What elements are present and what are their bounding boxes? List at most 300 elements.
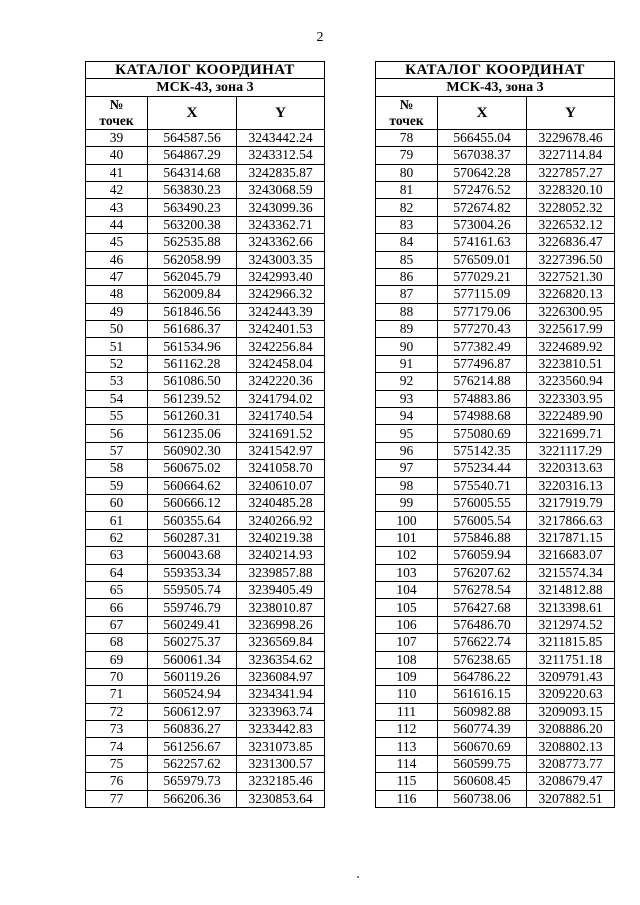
x-coordinate-cell: 560664.62 (148, 477, 237, 494)
point-number-cell: 93 (376, 390, 438, 407)
point-number-cell: 47 (86, 268, 148, 285)
table-row (376, 477, 615, 494)
x-coordinate-cell: 560287.31 (148, 529, 237, 546)
coordinate-system-label: МСК-43, зона 3 (376, 79, 615, 96)
x-coordinate-cell: 560666.12 (148, 494, 237, 511)
table-row (376, 686, 615, 703)
point-number-cell: 81 (376, 181, 438, 198)
y-coordinate-cell: 3220316.13 (527, 477, 615, 494)
table-row (86, 408, 325, 425)
table-row (86, 721, 325, 738)
y-coordinate-cell: 3209093.15 (527, 703, 615, 720)
table-row (86, 547, 325, 564)
point-number-cell: 95 (376, 425, 438, 442)
x-coordinate-cell: 560902.30 (148, 442, 237, 459)
y-coordinate-cell: 3226820.13 (527, 286, 615, 303)
y-coordinate-cell: 3226532.12 (527, 216, 615, 233)
y-coordinate-cell: 3242835.87 (237, 164, 325, 181)
point-number-cell: 96 (376, 442, 438, 459)
y-coordinate-cell: 3234341.94 (237, 686, 325, 703)
table-row (376, 512, 615, 529)
point-number-cell: 44 (86, 216, 148, 233)
point-number-cell: 84 (376, 234, 438, 251)
table-row (86, 564, 325, 581)
column-header-point-number: № точек (376, 96, 438, 129)
y-coordinate-cell: 3231300.57 (237, 755, 325, 772)
x-coordinate-cell: 560608.45 (438, 773, 527, 790)
point-number-cell: 52 (86, 355, 148, 372)
y-coordinate-cell: 3242966.32 (237, 286, 325, 303)
table-row (86, 686, 325, 703)
table-row (376, 581, 615, 598)
table-row (86, 321, 325, 338)
point-number-cell: 72 (86, 703, 148, 720)
point-number-cell: 79 (376, 147, 438, 164)
y-coordinate-cell: 3213398.61 (527, 599, 615, 616)
x-coordinate-cell: 566455.04 (438, 129, 527, 146)
x-coordinate-cell: 561846.56 (148, 303, 237, 320)
x-coordinate-cell: 560982.88 (438, 703, 527, 720)
point-number-cell: 42 (86, 181, 148, 198)
y-coordinate-cell: 3228052.32 (527, 199, 615, 216)
table-row (376, 755, 615, 772)
x-coordinate-cell: 575234.44 (438, 460, 527, 477)
x-coordinate-cell: 575846.88 (438, 529, 527, 546)
y-coordinate-cell: 3208773.77 (527, 755, 615, 772)
table-row (86, 460, 325, 477)
x-coordinate-cell: 563200.38 (148, 216, 237, 233)
point-number-cell: 87 (376, 286, 438, 303)
table-row (376, 216, 615, 233)
x-coordinate-cell: 560524.94 (148, 686, 237, 703)
y-coordinate-cell: 3232185.46 (237, 773, 325, 790)
table-row (376, 147, 615, 164)
point-number-cell: 70 (86, 668, 148, 685)
table-row (86, 251, 325, 268)
y-coordinate-cell: 3241740.54 (237, 408, 325, 425)
page-number: 2 (316, 30, 324, 45)
table-row (376, 425, 615, 442)
point-number-cell: 88 (376, 303, 438, 320)
table-row (376, 547, 615, 564)
table-row (86, 755, 325, 772)
table-row (86, 512, 325, 529)
point-number-cell: 55 (86, 408, 148, 425)
x-coordinate-cell: 577179.06 (438, 303, 527, 320)
x-coordinate-cell: 577382.49 (438, 338, 527, 355)
point-number-cell: 46 (86, 251, 148, 268)
x-coordinate-cell: 560061.34 (148, 651, 237, 668)
x-coordinate-cell: 572476.52 (438, 181, 527, 198)
y-coordinate-cell: 3242458.04 (237, 355, 325, 372)
x-coordinate-cell: 575142.35 (438, 442, 527, 459)
x-coordinate-cell: 560275.37 (148, 634, 237, 651)
y-coordinate-cell: 3240214.93 (237, 547, 325, 564)
table-title: КАТАЛОГ КООРДИНАТ (376, 62, 615, 79)
y-coordinate-cell: 3242993.40 (237, 268, 325, 285)
x-coordinate-cell: 561686.37 (148, 321, 237, 338)
table-row (376, 390, 615, 407)
y-coordinate-cell: 3225617.99 (527, 321, 615, 338)
x-coordinate-cell: 562058.99 (148, 251, 237, 268)
x-coordinate-cell: 577270.43 (438, 321, 527, 338)
point-number-cell: 104 (376, 581, 438, 598)
table-row (86, 790, 325, 807)
point-number-cell: 107 (376, 634, 438, 651)
x-coordinate-cell: 562257.62 (148, 755, 237, 772)
y-coordinate-cell: 3242220.36 (237, 373, 325, 390)
point-number-cell: 109 (376, 668, 438, 685)
table-row (86, 529, 325, 546)
y-coordinate-cell: 3240485.28 (237, 494, 325, 511)
table-row (86, 581, 325, 598)
y-coordinate-cell: 3241058.70 (237, 460, 325, 477)
point-number-cell: 45 (86, 234, 148, 251)
x-coordinate-cell: 560612.97 (148, 703, 237, 720)
table-row (86, 668, 325, 685)
x-coordinate-cell: 577029.21 (438, 268, 527, 285)
y-coordinate-cell: 3207882.51 (527, 790, 615, 807)
coordinate-system-label: МСК-43, зона 3 (86, 79, 325, 96)
y-coordinate-cell: 3241691.52 (237, 425, 325, 442)
column-header-y: Y (237, 96, 325, 129)
point-number-cell: 63 (86, 547, 148, 564)
point-number-cell: 101 (376, 529, 438, 546)
y-coordinate-cell: 3233442.83 (237, 721, 325, 738)
table-row (86, 390, 325, 407)
table-title: КАТАЛОГ КООРДИНАТ (86, 62, 325, 79)
point-number-cell: 92 (376, 373, 438, 390)
coordinate-catalog-table-right (375, 61, 615, 808)
y-coordinate-cell: 3221117.29 (527, 442, 615, 459)
table-row (376, 599, 615, 616)
x-coordinate-cell: 576622.74 (438, 634, 527, 651)
y-coordinate-cell: 3217919.79 (527, 494, 615, 511)
y-coordinate-cell: 3241542.97 (237, 442, 325, 459)
y-coordinate-cell: 3217871.15 (527, 529, 615, 546)
table-row (86, 199, 325, 216)
x-coordinate-cell: 574883.86 (438, 390, 527, 407)
point-number-cell: 50 (86, 321, 148, 338)
point-number-cell: 62 (86, 529, 148, 546)
table-row (86, 373, 325, 390)
y-coordinate-cell: 3208679.47 (527, 773, 615, 790)
x-coordinate-cell: 564867.29 (148, 147, 237, 164)
column-header-y: Y (527, 96, 615, 129)
y-coordinate-cell: 3227114.84 (527, 147, 615, 164)
point-number-cell: 85 (376, 251, 438, 268)
point-number-cell: 58 (86, 460, 148, 477)
table-row (86, 442, 325, 459)
table-row (376, 703, 615, 720)
y-coordinate-cell: 3208802.13 (527, 738, 615, 755)
x-coordinate-cell: 560249.41 (148, 616, 237, 633)
x-coordinate-cell: 562535.88 (148, 234, 237, 251)
point-number-cell: 40 (86, 147, 148, 164)
x-coordinate-cell: 561534.96 (148, 338, 237, 355)
point-number-cell: 51 (86, 338, 148, 355)
x-coordinate-cell: 564587.56 (148, 129, 237, 146)
y-coordinate-cell: 3212974.52 (527, 616, 615, 633)
y-coordinate-cell: 3215574.34 (527, 564, 615, 581)
x-coordinate-cell: 563490.23 (148, 199, 237, 216)
table-row (86, 703, 325, 720)
table-row (86, 477, 325, 494)
y-coordinate-cell: 3227857.27 (527, 164, 615, 181)
table-row (376, 668, 615, 685)
point-number-cell: 116 (376, 790, 438, 807)
point-number-cell: 53 (86, 373, 148, 390)
point-number-cell: 97 (376, 460, 438, 477)
table-row (86, 651, 325, 668)
y-coordinate-cell: 3236998.26 (237, 616, 325, 633)
point-number-cell: 80 (376, 164, 438, 181)
table-row (86, 355, 325, 372)
point-number-cell: 113 (376, 738, 438, 755)
column-header-x: X (148, 96, 237, 129)
point-number-cell: 89 (376, 321, 438, 338)
x-coordinate-cell: 576207.62 (438, 564, 527, 581)
table-row (86, 286, 325, 303)
table-row (86, 338, 325, 355)
table-row (86, 616, 325, 633)
x-coordinate-cell: 576238.65 (438, 651, 527, 668)
table-row (376, 321, 615, 338)
y-coordinate-cell: 3236569.84 (237, 634, 325, 651)
table-row (376, 181, 615, 198)
x-coordinate-cell: 573004.26 (438, 216, 527, 233)
x-coordinate-cell: 576005.54 (438, 512, 527, 529)
table-row (86, 425, 325, 442)
y-coordinate-cell: 3236084.97 (237, 668, 325, 685)
point-number-cell: 108 (376, 651, 438, 668)
point-number-cell: 114 (376, 755, 438, 772)
y-coordinate-cell: 3240266.92 (237, 512, 325, 529)
table-row (376, 460, 615, 477)
column-header-x: X (438, 96, 527, 129)
y-coordinate-cell: 3239857.88 (237, 564, 325, 581)
point-number-cell: 71 (86, 686, 148, 703)
table-row (86, 268, 325, 285)
coordinate-catalog-table-left (85, 61, 325, 808)
table-row (376, 129, 615, 146)
y-coordinate-cell: 3239405.49 (237, 581, 325, 598)
y-coordinate-cell: 3223560.94 (527, 373, 615, 390)
table-row (86, 773, 325, 790)
x-coordinate-cell: 561162.28 (148, 355, 237, 372)
point-number-cell: 111 (376, 703, 438, 720)
y-coordinate-cell: 3227521.30 (527, 268, 615, 285)
table-row (376, 199, 615, 216)
point-number-cell: 65 (86, 581, 148, 598)
table-row (86, 303, 325, 320)
x-coordinate-cell: 561086.50 (148, 373, 237, 390)
x-coordinate-cell: 560774.39 (438, 721, 527, 738)
table-row (376, 355, 615, 372)
x-coordinate-cell: 576278.54 (438, 581, 527, 598)
y-coordinate-cell: 3243362.66 (237, 234, 325, 251)
y-coordinate-cell: 3243442.24 (237, 129, 325, 146)
point-number-cell: 39 (86, 129, 148, 146)
point-number-cell: 61 (86, 512, 148, 529)
table-row (376, 442, 615, 459)
table-row (376, 773, 615, 790)
point-number-cell: 99 (376, 494, 438, 511)
point-number-cell: 49 (86, 303, 148, 320)
y-coordinate-cell: 3231073.85 (237, 738, 325, 755)
y-coordinate-cell: 3243312.54 (237, 147, 325, 164)
x-coordinate-cell: 561235.06 (148, 425, 237, 442)
y-coordinate-cell: 3227396.50 (527, 251, 615, 268)
y-coordinate-cell: 3242443.39 (237, 303, 325, 320)
point-number-cell: 43 (86, 199, 148, 216)
y-coordinate-cell: 3230853.64 (237, 790, 325, 807)
table-row (376, 408, 615, 425)
x-coordinate-cell: 576427.68 (438, 599, 527, 616)
table-row (376, 373, 615, 390)
y-coordinate-cell: 3221699.71 (527, 425, 615, 442)
x-coordinate-cell: 561260.31 (148, 408, 237, 425)
point-number-cell: 90 (376, 338, 438, 355)
table-row (376, 651, 615, 668)
point-number-cell: 57 (86, 442, 148, 459)
x-coordinate-cell: 564314.68 (148, 164, 237, 181)
x-coordinate-cell: 577115.09 (438, 286, 527, 303)
table-row (376, 268, 615, 285)
x-coordinate-cell: 575080.69 (438, 425, 527, 442)
table-row (376, 634, 615, 651)
x-coordinate-cell: 577496.87 (438, 355, 527, 372)
x-coordinate-cell: 574988.68 (438, 408, 527, 425)
y-coordinate-cell: 3209220.63 (527, 686, 615, 703)
x-coordinate-cell: 565979.73 (148, 773, 237, 790)
x-coordinate-cell: 575540.71 (438, 477, 527, 494)
x-coordinate-cell: 560670.69 (438, 738, 527, 755)
x-coordinate-cell: 560738.06 (438, 790, 527, 807)
point-number-cell: 98 (376, 477, 438, 494)
table-row (376, 738, 615, 755)
y-coordinate-cell: 3241794.02 (237, 390, 325, 407)
y-coordinate-cell: 3226300.95 (527, 303, 615, 320)
y-coordinate-cell: 3222489.90 (527, 408, 615, 425)
point-number-cell: 76 (86, 773, 148, 790)
x-coordinate-cell: 560043.68 (148, 547, 237, 564)
y-coordinate-cell: 3242401.53 (237, 321, 325, 338)
x-coordinate-cell: 562009.84 (148, 286, 237, 303)
y-coordinate-cell: 3216683.07 (527, 547, 615, 564)
x-coordinate-cell: 562045.79 (148, 268, 237, 285)
y-coordinate-cell: 3214812.88 (527, 581, 615, 598)
table-row (376, 494, 615, 511)
point-number-cell: 64 (86, 564, 148, 581)
x-coordinate-cell: 572674.82 (438, 199, 527, 216)
table-row (376, 251, 615, 268)
point-number-cell: 54 (86, 390, 148, 407)
column-header-point-number: № точек (86, 96, 148, 129)
point-number-cell: 48 (86, 286, 148, 303)
x-coordinate-cell: 564786.22 (438, 668, 527, 685)
point-number-cell: 110 (376, 686, 438, 703)
x-coordinate-cell: 561239.52 (148, 390, 237, 407)
x-coordinate-cell: 574161.63 (438, 234, 527, 251)
table-row (376, 721, 615, 738)
point-number-cell: 66 (86, 599, 148, 616)
x-coordinate-cell: 560355.64 (148, 512, 237, 529)
y-coordinate-cell: 3242256.84 (237, 338, 325, 355)
table-row (376, 338, 615, 355)
point-number-cell: 103 (376, 564, 438, 581)
x-coordinate-cell: 567038.37 (438, 147, 527, 164)
y-coordinate-cell: 3240610.07 (237, 477, 325, 494)
y-coordinate-cell: 3229678.46 (527, 129, 615, 146)
x-coordinate-cell: 560675.02 (148, 460, 237, 477)
point-number-cell: 59 (86, 477, 148, 494)
x-coordinate-cell: 563830.23 (148, 181, 237, 198)
y-coordinate-cell: 3243099.36 (237, 199, 325, 216)
x-coordinate-cell: 576509.01 (438, 251, 527, 268)
table-row (376, 529, 615, 546)
table-row (86, 216, 325, 233)
table-row (376, 616, 615, 633)
y-coordinate-cell: 3211751.18 (527, 651, 615, 668)
y-coordinate-cell: 3236354.62 (237, 651, 325, 668)
point-number-cell: 102 (376, 547, 438, 564)
point-number-cell: 83 (376, 216, 438, 233)
y-coordinate-cell: 3223303.95 (527, 390, 615, 407)
y-coordinate-cell: 3223810.51 (527, 355, 615, 372)
table-row (376, 234, 615, 251)
x-coordinate-cell: 576214.88 (438, 373, 527, 390)
table-row (376, 790, 615, 807)
y-coordinate-cell: 3243068.59 (237, 181, 325, 198)
table-row (376, 164, 615, 181)
point-number-cell: 91 (376, 355, 438, 372)
table-row (376, 303, 615, 320)
x-coordinate-cell: 576005.55 (438, 494, 527, 511)
x-coordinate-cell: 560599.75 (438, 755, 527, 772)
y-coordinate-cell: 3243003.35 (237, 251, 325, 268)
y-coordinate-cell: 3238010.87 (237, 599, 325, 616)
table-row (86, 234, 325, 251)
point-number-cell: 69 (86, 651, 148, 668)
y-coordinate-cell: 3209791.43 (527, 668, 615, 685)
y-coordinate-cell: 3226836.47 (527, 234, 615, 251)
point-number-cell: 105 (376, 599, 438, 616)
point-number-cell: 60 (86, 494, 148, 511)
table-row (86, 181, 325, 198)
x-coordinate-cell: 576486.70 (438, 616, 527, 633)
table-row (86, 129, 325, 146)
table-row (86, 494, 325, 511)
table-row (86, 634, 325, 651)
point-number-cell: 74 (86, 738, 148, 755)
point-number-cell: 115 (376, 773, 438, 790)
y-coordinate-cell: 3211815.85 (527, 634, 615, 651)
point-number-cell: 94 (376, 408, 438, 425)
point-number-cell: 86 (376, 268, 438, 285)
y-coordinate-cell: 3240219.38 (237, 529, 325, 546)
x-coordinate-cell: 570642.28 (438, 164, 527, 181)
x-coordinate-cell: 559353.34 (148, 564, 237, 581)
x-coordinate-cell: 566206.36 (148, 790, 237, 807)
point-number-cell: 73 (86, 721, 148, 738)
point-number-cell: 68 (86, 634, 148, 651)
x-coordinate-cell: 559746.79 (148, 599, 237, 616)
y-coordinate-cell: 3220313.63 (527, 460, 615, 477)
scan-artifact-dot (357, 876, 359, 878)
y-coordinate-cell: 3208886.20 (527, 721, 615, 738)
table-row (86, 147, 325, 164)
